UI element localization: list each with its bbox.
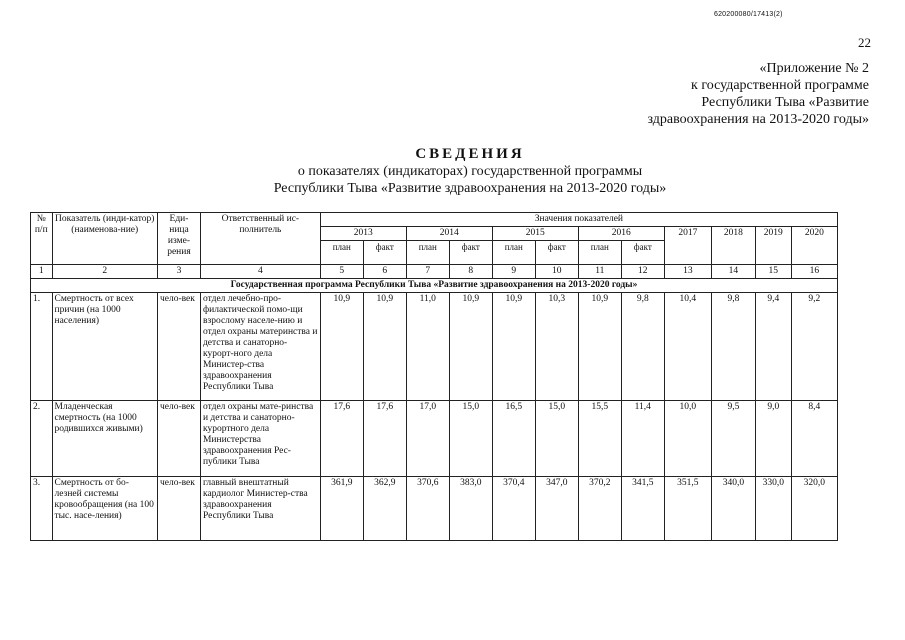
appendix-line: «Приложение № 2: [759, 61, 869, 76]
row-value: 320,0: [791, 477, 837, 541]
row-unit: чело-век: [157, 293, 200, 401]
header-plan: план: [320, 241, 363, 265]
header-num: № п/п: [31, 213, 53, 265]
appendix-line: здравоохранения на 2013-2020 годы»: [647, 112, 869, 127]
appendix-line: Республики Тыва «Развитие: [701, 95, 869, 110]
header-plan: план: [492, 241, 535, 265]
row-value: 15,5: [578, 401, 621, 477]
column-number: 16: [791, 265, 837, 279]
row-value: 9,0: [755, 401, 791, 477]
appendix-line: к государственной программе: [691, 78, 869, 93]
row-unit: чело-век: [157, 401, 200, 477]
column-number: 13: [664, 265, 711, 279]
column-number: 9: [492, 265, 535, 279]
table-row: [31, 293, 838, 401]
page-number: 22: [858, 35, 871, 50]
header-plan: план: [578, 241, 621, 265]
header-fact: факт: [535, 241, 578, 265]
row-value: 16,5: [492, 401, 535, 477]
column-number: 1: [31, 265, 53, 279]
header-responsible: Ответственный ис-полнитель: [200, 213, 320, 265]
row-value: 370,2: [578, 477, 621, 541]
column-number: 12: [621, 265, 664, 279]
header-fact: факт: [363, 241, 406, 265]
row-value: 10,9: [578, 293, 621, 401]
column-number: 11: [578, 265, 621, 279]
appendix-header: [647, 60, 869, 128]
row-value: 9,8: [621, 293, 664, 401]
row-value: 341,5: [621, 477, 664, 541]
row-number: 1.: [31, 293, 53, 401]
row-value: 10,9: [320, 293, 363, 401]
row-number: 3.: [31, 477, 53, 541]
row-value: 9,5: [711, 401, 755, 477]
row-value: 10,4: [664, 293, 711, 401]
row-value: 11,0: [406, 293, 449, 401]
row-responsible: главный внештатный кардиолог Министер-ства здравоохранения Республики Тыва: [200, 477, 320, 541]
document-id: 620200080/17413(2): [714, 11, 783, 18]
row-value: 9,2: [791, 293, 837, 401]
header-indicator: Показатель (инди-катор) (наименова-ние): [52, 213, 157, 265]
title-block: [0, 145, 905, 197]
row-value: 370,4: [492, 477, 535, 541]
row-number: 2.: [31, 401, 53, 477]
row-value: 8,4: [791, 401, 837, 477]
header-year: 2017: [664, 227, 711, 265]
row-indicator: Младенческая смертность (на 1000 родившихся живыми): [52, 401, 157, 477]
header-year: 2013: [320, 227, 406, 241]
column-number: 8: [449, 265, 492, 279]
row-unit: чело-век: [157, 477, 200, 541]
column-number: 6: [363, 265, 406, 279]
header-year: 2014: [406, 227, 492, 241]
row-responsible: отдел лечебно-про-филактической помо-щи взрослому населе-нию и отдел охраны материнства и детства и санаторно-курорт-ного дела Министер-ства здравоохранения Республики Тыва: [200, 293, 320, 401]
row-value: 10,9: [492, 293, 535, 401]
row-value: 17,6: [363, 401, 406, 477]
column-number: 14: [711, 265, 755, 279]
header-unit: Еди-ница изме-рения: [157, 213, 200, 265]
row-value: 362,9: [363, 477, 406, 541]
column-number-row: [31, 265, 838, 279]
header-fact: факт: [449, 241, 492, 265]
header-year: 2015: [492, 227, 578, 241]
header-year: 2018: [711, 227, 755, 265]
row-value: 10,9: [449, 293, 492, 401]
row-value: 9,4: [755, 293, 791, 401]
subtitle-line: о показателях (индикаторах) государственной программы: [297, 164, 643, 179]
row-value: 340,0: [711, 477, 755, 541]
column-number: 5: [320, 265, 363, 279]
row-responsible: отдел охраны мате-ринства и детства и санаторно-курортного дела Министерства здравоохранения Рес-публики Тыва: [200, 401, 320, 477]
row-value: 10,0: [664, 401, 711, 477]
row-value: 10,3: [535, 293, 578, 401]
column-number: 4: [200, 265, 320, 279]
column-number: 15: [755, 265, 791, 279]
table-row: [31, 401, 838, 477]
row-value: 9,8: [711, 293, 755, 401]
table-row: [31, 477, 838, 541]
row-value: 361,9: [320, 477, 363, 541]
row-value: 11,4: [621, 401, 664, 477]
column-number: 10: [535, 265, 578, 279]
row-value: 17,6: [320, 401, 363, 477]
row-indicator: Смертность от бо-лезней системы кровообращения (на 100 тыс. насе-ления): [52, 477, 157, 541]
header-year: 2016: [578, 227, 664, 241]
header-plan: план: [406, 241, 449, 265]
header-fact: факт: [621, 241, 664, 265]
row-value: 351,5: [664, 477, 711, 541]
row-value: 17,0: [406, 401, 449, 477]
column-number: 7: [406, 265, 449, 279]
row-value: 15,0: [449, 401, 492, 477]
indicators-table: [30, 212, 838, 541]
document-title: СВЕДЕНИЯ: [415, 146, 525, 162]
row-value: 15,0: [535, 401, 578, 477]
row-value: 383,0: [449, 477, 492, 541]
section-title: Государственная программа Республики Тыва «Развитие здравоохранения на 2013-2020 годы»: [31, 279, 838, 293]
subtitle-line: Республики Тыва «Развитие здравоохранения на 2013-2020 годы»: [273, 181, 667, 196]
header-year: 2020: [791, 227, 837, 265]
row-value: 10,9: [363, 293, 406, 401]
row-value: 370,6: [406, 477, 449, 541]
column-number: 2: [52, 265, 157, 279]
row-value: 347,0: [535, 477, 578, 541]
header-values: Значения показателей: [320, 213, 837, 227]
header-year: 2019: [755, 227, 791, 265]
row-indicator: Смертность от всех причин (на 1000 населения): [52, 293, 157, 401]
column-number: 3: [157, 265, 200, 279]
row-value: 330,0: [755, 477, 791, 541]
